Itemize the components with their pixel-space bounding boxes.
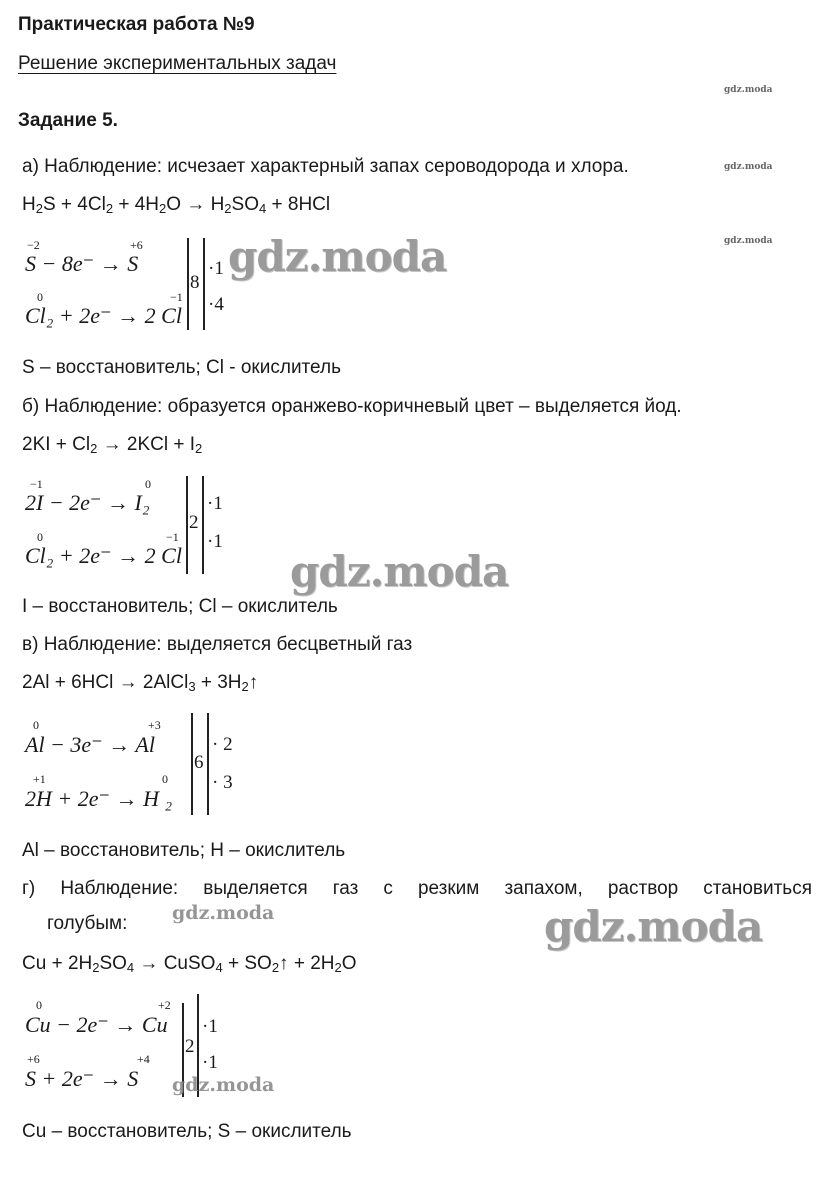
oxidation-state: 0 [36, 998, 42, 1012]
electron-count: 2 [185, 1036, 195, 1057]
half-reaction: 2H + 2e⁻ → H ₂ [25, 786, 173, 811]
divider-line [187, 238, 189, 330]
oxidation-state: +6 [130, 238, 143, 252]
conclusion-b: I – восстановитель; Cl – окислитель [22, 596, 338, 617]
equation-d: $Cu + 2H_2SO_4$ → CuSO$_4$ + $SO_2↑ + 2H_2O$ [22, 953, 357, 975]
watermark: gdz.moda [228, 232, 447, 281]
coefficient: ·1 [202, 1052, 218, 1073]
watermark-small: gdz.moda [724, 162, 773, 172]
coefficient: ·1 [202, 1016, 218, 1037]
observation-d-cont: голубым: [47, 913, 128, 934]
task-heading: Задание 5. [18, 110, 118, 131]
watermark: gdz.moda [172, 1074, 275, 1096]
observation-a: а) Наблюдение: исчезает характерный запах сероводорода и хлора. [22, 156, 629, 177]
electron-count: 8 [190, 272, 200, 293]
oxidation-state: 0 [37, 290, 43, 304]
oxidation-state: −1 [170, 290, 183, 304]
half-reaction: Al − 3e⁻ → Al [25, 732, 155, 757]
conclusion-c: Al – восстановитель; H – окислитель [22, 840, 346, 861]
observation-b: б) Наблюдение: образуется оранжево-коричневый цвет – выделяется йод. [22, 396, 682, 417]
conclusion-a: S – восстановитель; Cl - окислитель [22, 357, 341, 378]
equation-b: $2KI + Cl_2 \to 2KCl + I_2$ [22, 434, 203, 456]
half-reaction: Cl₂ + 2e⁻ → 2 Cl [25, 543, 182, 568]
half-reaction: S + 2e⁻ → S [25, 1066, 139, 1091]
watermark-small: gdz.moda [724, 85, 773, 95]
watermark: gdz.moda [544, 902, 763, 951]
coefficient: ·4 [208, 294, 224, 315]
half-reaction: S − 8e⁻ → S [25, 251, 139, 276]
oxidation-state: 0 [145, 477, 151, 491]
electron-count: 6 [194, 752, 204, 773]
coefficient: ·1 [208, 258, 224, 279]
electron-count: 2 [189, 512, 199, 533]
oxidation-state: −1 [30, 477, 43, 491]
oxidation-state: −1 [166, 530, 179, 544]
page-subtitle: Решение экспериментальных задач [18, 53, 337, 74]
oxidation-state: +6 [27, 1052, 40, 1066]
coefficient: ·1 [207, 531, 223, 552]
coefficient: ·1 [207, 493, 223, 514]
oxidation-state: 0 [162, 772, 168, 786]
divider-line [207, 713, 209, 815]
conclusion-d: Cu – восстановитель; S – окислитель [22, 1121, 352, 1142]
observation-d: г) Наблюдение: выделяется газ с резким запахом, раствор становиться [22, 878, 812, 899]
coefficient: · 3 [212, 772, 233, 793]
equation-a: $H_2S + 4Cl_2 + 4H_2O \to H_2SO_4 + 8HCl$ [22, 194, 331, 216]
oxidation-state: +3 [148, 718, 161, 732]
observation-c: в) Наблюдение: выделяется бесцветный газ [22, 634, 413, 655]
watermark: gdz.moda [172, 902, 275, 924]
oxidation-state: +2 [158, 998, 171, 1012]
watermark: gdz.moda [290, 547, 509, 596]
equation-c: 2Al + 6HCl → 2AlCl$_3$ + $3H_2↑$ [22, 672, 259, 694]
divider-line [203, 238, 205, 330]
divider-line [191, 713, 193, 815]
half-reaction: Cl₂ + 2e⁻ → 2 Cl [25, 303, 182, 328]
oxidation-state: −2 [27, 238, 40, 252]
watermark-small: gdz.moda [724, 236, 773, 246]
oxidation-state: +1 [33, 772, 46, 786]
page-title: Практическая работа №9 [18, 14, 255, 35]
divider-line [186, 476, 188, 574]
half-reaction: Cu − 2e⁻ → Cu [25, 1012, 168, 1037]
divider-line [202, 476, 204, 574]
oxidation-state: 0 [37, 530, 43, 544]
oxidation-state: +4 [137, 1052, 150, 1066]
half-reaction: 2I − 2e⁻ → I₂ [25, 490, 150, 515]
oxidation-state: 0 [33, 718, 39, 732]
coefficient: · 2 [212, 734, 233, 755]
